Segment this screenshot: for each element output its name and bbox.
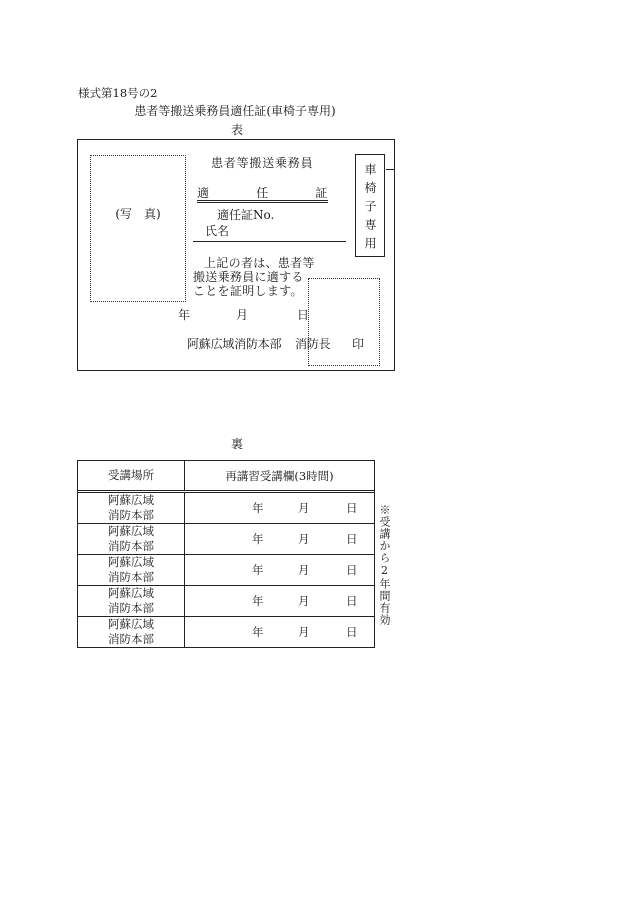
certificate-card-front [77, 139, 395, 371]
name-underline [193, 241, 346, 242]
place-cell [78, 493, 185, 523]
badge-tick-mark [386, 169, 395, 170]
issue-date-day-label: 日 [297, 308, 310, 322]
name-label: 氏名 [205, 224, 230, 238]
header-place: 受講場所 [78, 461, 185, 490]
front-side-label: 表 [230, 123, 244, 137]
place-line-2: 消防本部 [108, 632, 154, 646]
date-day-label: 日 [346, 532, 358, 546]
date-year-label: 年 [252, 594, 264, 608]
date-day-label: 日 [346, 563, 358, 577]
place-cell [78, 586, 185, 616]
place-line-2: 消防本部 [108, 601, 154, 615]
date-day-label: 日 [346, 625, 358, 639]
date-cell [185, 524, 374, 554]
date-month-label: 月 [298, 625, 310, 639]
place-line-1: 阿蘇広域 [108, 555, 154, 569]
place-line-2: 消防本部 [108, 539, 154, 553]
header-retraining: 再講習受講欄(3時間) [225, 468, 334, 483]
validity-note: ※受講から2年間有効 [378, 504, 391, 626]
date-year-label: 年 [252, 625, 264, 639]
date-day-label: 日 [346, 594, 358, 608]
place-cell [78, 524, 185, 554]
date-cell [185, 617, 374, 647]
date-cell [185, 493, 374, 523]
date-month-label: 月 [298, 501, 310, 515]
place-line-1: 阿蘇広域 [108, 524, 154, 538]
back-side-label: 裏 [230, 437, 244, 451]
date-month-label: 月 [298, 532, 310, 546]
document-title: 患者等搬送乗務員適任証(車椅子専用) [134, 104, 336, 118]
issuer-title: 消防長 [295, 337, 331, 351]
table-row [78, 493, 374, 524]
date-month-label: 月 [298, 594, 310, 608]
place-cell [78, 555, 185, 585]
place-line-1: 阿蘇広域 [108, 586, 154, 600]
date-month-label: 月 [298, 563, 310, 577]
retraining-record-table [77, 460, 375, 648]
place-line-1: 阿蘇広域 [108, 493, 154, 507]
certificate-number-label: 適任証No. [217, 208, 275, 222]
statement-line-1: 上記の者は、患者等 [204, 256, 315, 270]
statement-line-2: 搬送乗務員に適する [193, 270, 304, 284]
place-line-2: 消防本部 [108, 508, 154, 522]
place-line-1: 阿蘇広域 [108, 617, 154, 631]
form-number: 様式第18号の2 [78, 86, 158, 100]
wheelchair-only-badge-text: 車椅子専用 [363, 163, 377, 256]
photo-area [90, 155, 186, 302]
date-year-label: 年 [252, 532, 264, 546]
statement-line-3: ことを証明します。 [193, 284, 303, 298]
place-line-2: 消防本部 [108, 570, 154, 584]
wheelchair-only-badge [355, 154, 385, 257]
table-row [78, 555, 374, 586]
table-header-row [78, 461, 374, 493]
table-row [78, 524, 374, 555]
date-cell [185, 555, 374, 585]
issue-date-month-label: 月 [236, 308, 249, 322]
photo-label: (写 真) [115, 207, 161, 221]
place-cell [78, 617, 185, 647]
card-heading: 患者等搬送乗務員 [211, 156, 314, 170]
card-title: 適 任 証 [197, 187, 328, 203]
issuer-organization: 阿蘇広域消防本部 [187, 337, 282, 351]
seal-area [308, 278, 380, 366]
date-cell [185, 586, 374, 616]
date-day-label: 日 [346, 501, 358, 515]
table-row [78, 617, 374, 647]
table-row [78, 586, 374, 617]
date-year-label: 年 [252, 501, 264, 515]
seal-label: 印 [352, 337, 365, 351]
issue-date-year-label: 年 [178, 308, 191, 322]
date-year-label: 年 [252, 563, 264, 577]
